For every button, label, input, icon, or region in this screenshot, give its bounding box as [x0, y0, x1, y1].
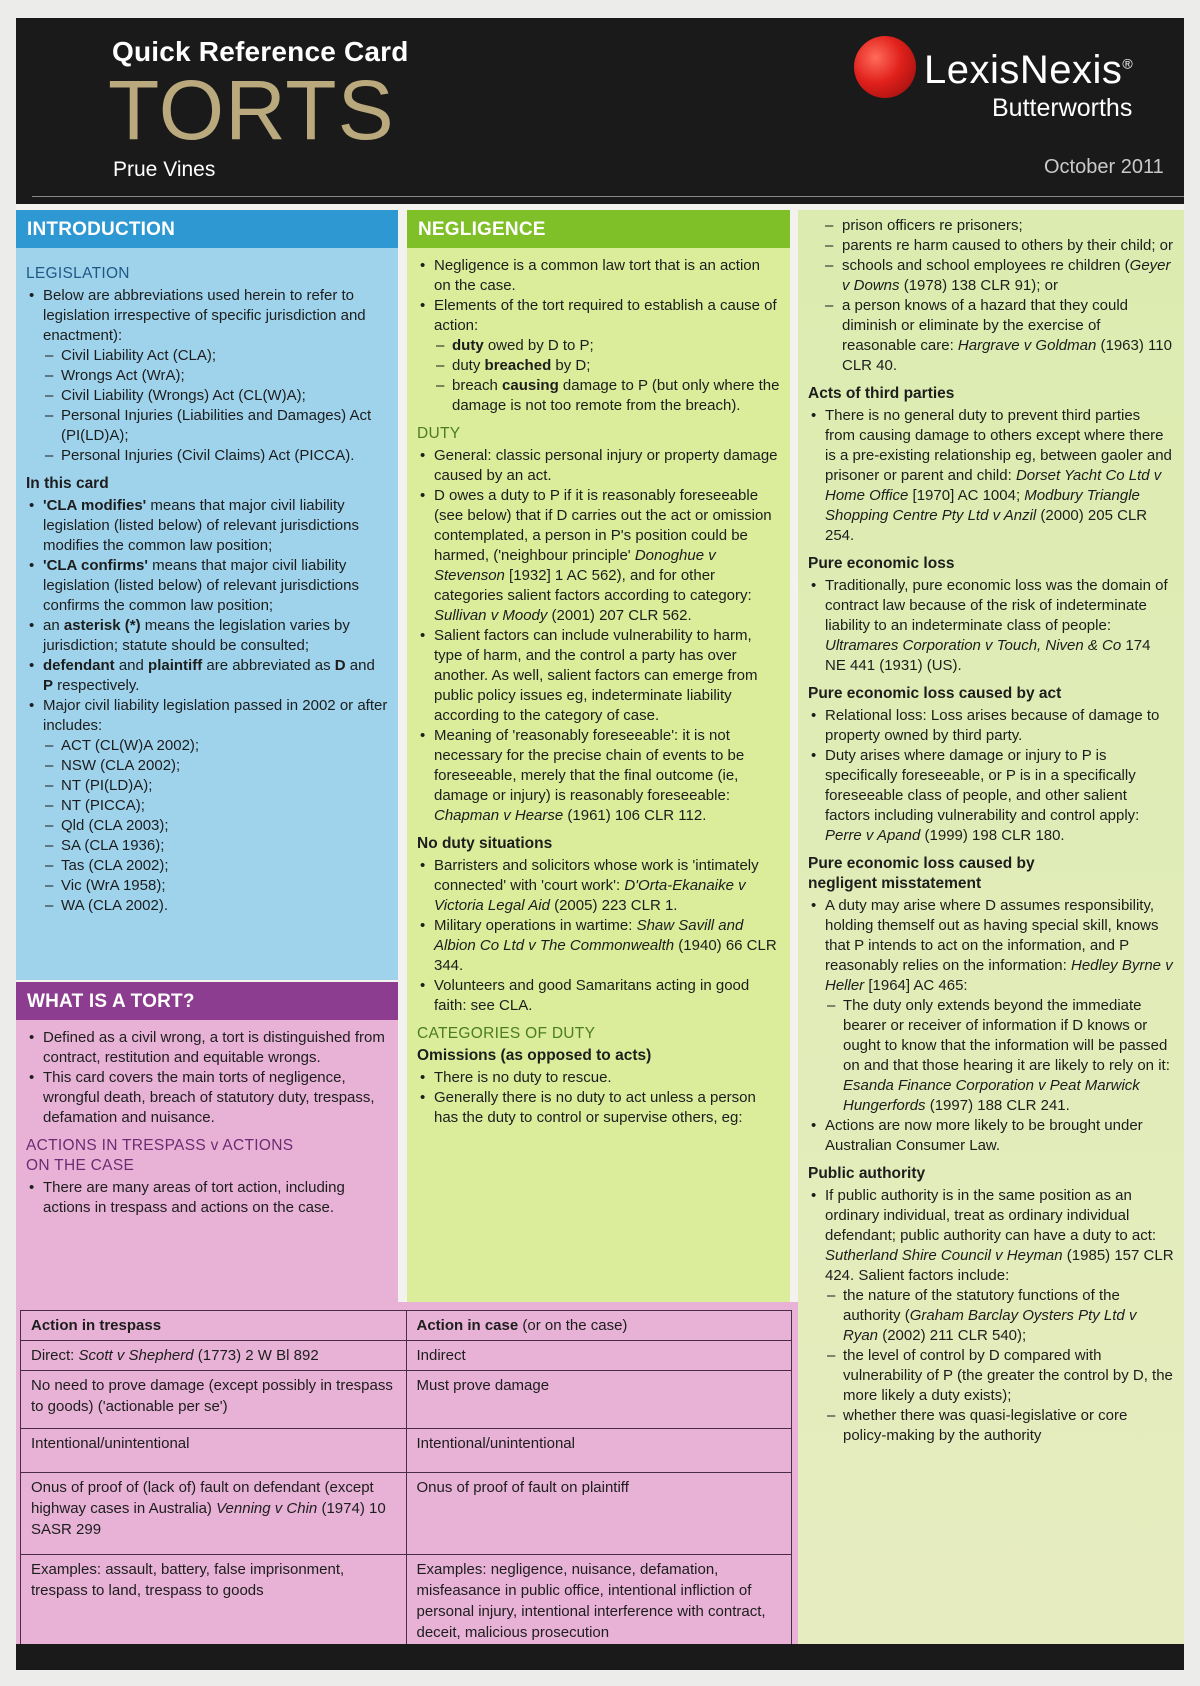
publisher-name: LexisNexis — [924, 48, 1123, 92]
list-item: • There is no duty to rescue. — [417, 1068, 780, 1088]
table-cell: No need to prove damage (except possibly in trespass to goods) ('actionable per se') — [21, 1371, 407, 1429]
table-cell: Examples: assault, battery, false imprisonment, trespass to land, trespass to goods — [21, 1555, 407, 1649]
table-cell: Examples: negligence, nuisance, defamation, misfeasance in public office, intentional infliction of personal injury, intentional interference with contract, deceit, malicious prosecution — [406, 1555, 792, 1649]
list-item: • defendant and plaintiff are abbreviated as D and P respectively. — [26, 656, 388, 696]
list-item: – Civil Liability Act (CLA); — [43, 346, 388, 366]
table-header: Action in case (or on the case) — [406, 1311, 792, 1341]
list-item: • There are many areas of tort action, including actions in trespass and actions on the case. — [26, 1178, 388, 1218]
table-cell: Onus of proof of fault on plaintiff — [406, 1473, 792, 1555]
registered-mark: ® — [1122, 55, 1134, 72]
list-item: • Traditionally, pure economic loss was the domain of contract law because of the risk of indeterminate liability to an indeterminate class of people: Ultramares Corporation v Touch, Niven & Co 174 NE 441 (1931) (US). — [808, 576, 1174, 676]
table-row — [21, 1341, 792, 1371]
legislation-label: LEGISLATION — [26, 265, 130, 282]
lexisnexis-logo-icon — [854, 36, 916, 98]
in-this-card-label: In this card — [26, 475, 109, 492]
list-item: – Personal Injuries (Liabilities and Damages) Act (PI(LD)A); — [43, 406, 388, 446]
list-item: – breach causing damage to P (but only where the damage is not too remote from the breach). — [434, 376, 780, 416]
duty-label: DUTY — [417, 425, 461, 442]
pure-economic-loss-misstatement-label: Pure economic loss caused by negligent misstatement — [808, 855, 1035, 892]
no-duty-label: No duty situations — [417, 835, 553, 852]
actions-label: ACTIONS IN TRESPASS v ACTIONS ON THE CASE — [26, 1137, 294, 1174]
card-title: TORTS — [108, 63, 395, 157]
list-item: – a person knows of a hazard that they could diminish or eliminate by the exercise of reasonable care: Hargrave v Goldman (1963) 110 CLR 40. — [808, 296, 1174, 376]
list-item: – whether there was quasi-legislative or core policy-making by the authority — [825, 1406, 1174, 1446]
card-type-label: Quick Reference Card — [112, 36, 409, 67]
table-row — [21, 1555, 792, 1649]
list-item: – the nature of the statutory functions of the authority (Graham Barclay Oysters Pty Ltd v Ryan (2002) 211 CLR 540); — [825, 1286, 1174, 1346]
introduction-heading: INTRODUCTION — [16, 210, 398, 248]
list-item: – Personal Injuries (Civil Claims) Act (PICCA). — [43, 446, 388, 466]
publication-date: October 2011 — [1044, 156, 1164, 178]
list-item: • General: classic personal injury or property damage caused by an act. — [417, 446, 780, 486]
introduction-section — [16, 210, 398, 980]
list-item: – Qld (CLA 2003); — [43, 816, 388, 836]
list-item: • D owes a duty to P if it is reasonably foreseeable (see below) that if D carries out the act or omission contemplated, a person in P's position could be harmed, ('neighbour principle' Donoghue v Stevenson [1932] 1 AC 562), and for other categories salient factors according to category: Sullivan v Moody (2001) 207 CLR 562. — [417, 486, 780, 626]
list-item: – Civil Liability (Wrongs) Act (CL(W)A); — [43, 386, 388, 406]
list-item: • Major civil liability legislation passed in 2002 or after includes: – ACT (CL(W)A 2002); – NSW (CLA 2002); – NT (PI(LD)A); – NT (PICCA); – Qld (CLA 2003); – SA (CLA 1936); – Tas (CLA 2002); – Vic (WrA 1958); – WA (CLA 2002). — [26, 696, 388, 916]
author: Prue Vines — [113, 158, 216, 181]
table-header: Action in trespass — [21, 1311, 407, 1341]
list-item: • 'CLA confirms' means that major civil liability legislation (listed below) of relevant jurisdictions confirms the common law position; — [26, 556, 388, 616]
publisher-logo — [924, 48, 1133, 93]
table-cell: Indirect — [406, 1341, 792, 1371]
table-cell: Intentional/unintentional — [406, 1429, 792, 1473]
trespass-vs-case-table — [20, 1310, 792, 1649]
list-item: • Volunteers and good Samaritans acting in good faith: see CLA. — [417, 976, 780, 1016]
pure-economic-loss-act-label: Pure economic loss caused by act — [808, 685, 1062, 702]
list-item: • Actions are now more likely to be brought under Australian Consumer Law. — [808, 1116, 1174, 1156]
publisher-imprint: Butterworths — [992, 94, 1133, 122]
list-item: • an asterisk (*) means the legislation varies by jurisdiction; statute should be consulted; — [26, 616, 388, 656]
list-item: • If public authority is in the same position as an ordinary individual, treat as ordinary individual defendant; public authority can have a duty to act: Sutherland Shire Council v Heyman (1985) 157 CLR 424. Salient factors include: – the nature of the statutory functions of the authority (Graham Barclay Oysters Pty Ltd v Ryan (2002) 211 CLR 540); – the level of control by D compared with vulnerability of P (the greater the control by D, the more likely a duty exists); – whether there was quasi-legislative or core policy-making by the authority — [808, 1186, 1174, 1446]
negligence-continued-section — [798, 210, 1184, 1644]
list-item: – NT (PI(LD)A); — [43, 776, 388, 796]
header-divider — [32, 196, 1184, 197]
list-item: • Elements of the tort required to establish a cause of action: – duty owed by D to P; – duty breached by D; – breach causing damage to P (but only where the damage is not too remote from the breach). — [417, 296, 780, 416]
list-item: • There is no general duty to prevent third parties from causing damage to others except where there is a pre-existing relationship eg, between gaoler and prisoner or parent and child: Dorset Yacht Co Ltd v Home Office [1970] AC 1004; Modbury Triangle Shopping Centre Pty Ltd v Anzil (2000) 205 CLR 254. — [808, 406, 1174, 546]
list-item: – Vic (WrA 1958); — [43, 876, 388, 896]
pure-economic-loss-label: Pure economic loss — [808, 555, 955, 572]
list-item: – The duty only extends beyond the immediate bearer or receiver of information if D knows or ought to know that the information will be passed on and that those hearing it are likely to rely on it: Esanda Finance Corporation v Peat Marwick Hungerfords (1997) 188 CLR 241. — [825, 996, 1174, 1116]
list-item: • Relational loss: Loss arises because of damage to property owned by third party. — [808, 706, 1174, 746]
list-item: – duty owed by D to P; — [434, 336, 780, 356]
list-item: • Military operations in wartime: Shaw Savill and Albion Co Ltd v The Commonwealth (1940) 66 CLR 344. — [417, 916, 780, 976]
table-cell: Intentional/unintentional — [21, 1429, 407, 1473]
list-item: – ACT (CL(W)A 2002); — [43, 736, 388, 756]
list-item: • Duty arises where damage or injury to P is specifically foreseeable, or P is in a specifically foreseeable class of people, and other salient factors including vulnerability and control apply: Perre v Apand (1999) 198 CLR 180. — [808, 746, 1174, 846]
list-item: – prison officers re prisoners; — [808, 216, 1174, 236]
reference-card — [16, 18, 1184, 1670]
list-item: • Salient factors can include vulnerability to harm, type of harm, and the control a party has over another. As well, salient factors can emerge from public policy issues eg, indeterminate liability according to the category of case. — [417, 626, 780, 726]
what-is-a-tort-heading: WHAT IS A TORT? — [16, 982, 398, 1020]
table-row — [21, 1311, 792, 1341]
table-cell: Onus of proof of (lack of) fault on defendant (except highway cases in Australia) Venning v Chin (1974) 10 SASR 299 — [21, 1473, 407, 1555]
list-item: – SA (CLA 1936); — [43, 836, 388, 856]
list-item: – schools and school employees re children (Geyer v Downs (1978) 138 CLR 91); or — [808, 256, 1174, 296]
list-item: • Barristers and solicitors whose work is 'intimately connected' with 'court work': D'Orta-Ekanaike v Victoria Legal Aid (2005) 223 CLR 1. — [417, 856, 780, 916]
table-cell: Direct: Scott v Shepherd (1773) 2 W Bl 892 — [21, 1341, 407, 1371]
list-item: – WA (CLA 2002). — [43, 896, 388, 916]
footer-bar — [16, 1644, 1184, 1670]
list-item: – NSW (CLA 2002); — [43, 756, 388, 776]
list-item: • This card covers the main torts of negligence, wrongful death, breach of statutory duty, trespass, defamation and nuisance. — [26, 1068, 388, 1128]
list-item: • Generally there is no duty to act unless a person has the duty to control or supervise others, eg: — [417, 1088, 780, 1128]
list-item: • Negligence is a common law tort that is an action on the case. — [417, 256, 780, 296]
list-item: • Meaning of 'reasonably foreseeable': it is not necessary for the precise chain of events to be foreseeable, merely that the final outcome (ie, damage or injury) is reasonably foreseeable: Chapman v Hearse (1961) 106 CLR 112. — [417, 726, 780, 826]
list-item: – duty breached by D; — [434, 356, 780, 376]
list-item: – Wrongs Act (WrA); — [43, 366, 388, 386]
table-row — [21, 1429, 792, 1473]
list-item: – parents re harm caused to others by their child; or — [808, 236, 1174, 256]
table-cell: Must prove damage — [406, 1371, 792, 1429]
header — [16, 18, 1184, 204]
what-is-a-tort-section — [16, 982, 398, 1312]
list-item: • A duty may arise where D assumes responsibility, holding themself out as having special skill, knows that P intends to act on the information, and P reasonably relies on the information: Hedley Byrne v Heller [1964] AC 465: – The duty only extends beyond the immediate bearer or receiver of information if D knows or ought to know that the information will be passed on and that those hearing it are likely to rely on it: Esanda Finance Corporation v Peat Marwick Hungerfords (1997) 188 CLR 241. — [808, 896, 1174, 1116]
list-item: – the level of control by D compared with vulnerability of P (the greater the control by D, the more likely a duty exists); — [825, 1346, 1174, 1406]
list-item: • 'CLA modifies' means that major civil liability legislation (listed below) of relevant jurisdictions modifies the common law position; — [26, 496, 388, 556]
third-parties-label: Acts of third parties — [808, 385, 955, 402]
negligence-heading: NEGLIGENCE — [407, 210, 790, 248]
categories-label: CATEGORIES OF DUTY — [417, 1025, 596, 1042]
table-row — [21, 1371, 792, 1429]
list-item: – Tas (CLA 2002); — [43, 856, 388, 876]
negligence-section — [407, 210, 790, 1302]
table-row — [21, 1473, 792, 1555]
list-item: • Defined as a civil wrong, a tort is distinguished from contract, restitution and equitable wrongs. — [26, 1028, 388, 1068]
public-authority-label: Public authority — [808, 1165, 926, 1182]
omissions-label: Omissions (as opposed to acts) — [417, 1047, 652, 1064]
list-item: • Below are abbreviations used herein to refer to legislation irrespective of specific jurisdiction and enactment): – Civil Liability Act (CLA); – Wrongs Act (WrA); – Civil Liability (Wrongs) Act (CL(W)A); – Personal Injuries (Liabilities and Damages) Act (PI(LD)A); – Personal Injuries (Civil Claims) Act (PICCA). — [26, 286, 388, 466]
list-item: – NT (PICCA); — [43, 796, 388, 816]
